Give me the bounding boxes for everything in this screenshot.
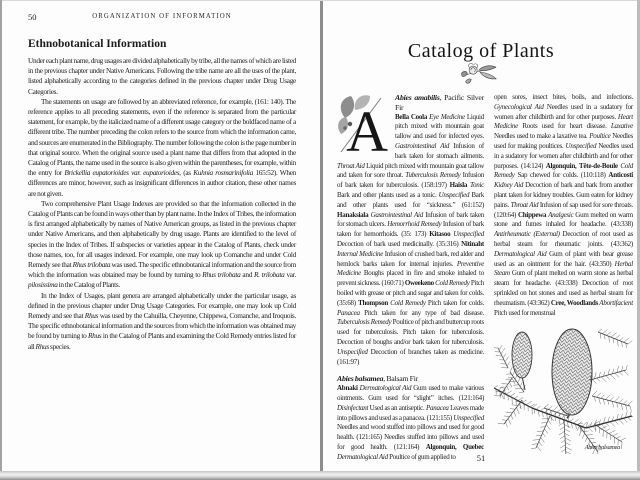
- right-page-number: 51: [476, 453, 486, 463]
- paragraph: Under each plant name, drug usages are divided alphabetically by tribe, all the names of which are listed in the previous chapter under Native Americans. Following the tribe name are all the uses of the plant, listed alphabetically according to the categories defined in the previous chapter under Drug Usage Categories.: [28, 56, 296, 96]
- scan-edge-top: [0, 0, 640, 1]
- entry-heading: Abies amabilis, Pacific Silver Fir: [395, 93, 484, 112]
- scan-edge-bottom: [0, 471, 640, 480]
- paragraph: The statements on usage are followed by an abbreviated reference, for example, (161: 140). The reference applies to all preceding statements, even if the reference is separated from the particular statement, for example, by the italicized name of a different usage category or the boldfaced name of a different tribe. The number preceding the colon refers to the source from which the information came, and sources are enumerated in the Bibliography. The number following the colon is the page number in that original source. When the original source used a plant name that differs from that adopted in the Catalog of Plants, the name used in the source is also given within the parentheses, for example, within the entry for Brickellia eupatorioides var. eupatorioides, (as Kuhnia rosmarinifolia 165:52). When differences are minor, however, such as insignificant differences in author citation, these other names are not given.: [28, 96, 297, 198]
- scan-edge-left: [0, 0, 2, 480]
- left-page-text: [28, 56, 296, 352]
- paragraph: Two comprehensive Plant Usage Indexes are provided so that the information collected in the Catalog of Plants can be found in ways other than by plant name. In the Index of Tribes, the information is first arranged alphabetically by names of Native American groups, as listed in the previous chapter under Native Americans, and then alphabetically by drug usage. Plants are identified to the level of species in the Index of Tribes. If subspecies or varieties appear in the Catalog of Plants, check under those names, too, for all usages indexed. For example, one may look up Comanche and under Cold Remedy see that Rhus trilobata was used. The specific ethnobotanical information and the source from which the information was obtained may be found by turning to Rhus trilobata and R. trilobata var. pilosissima in the Catalog of Plants.: [28, 198, 296, 290]
- fir-branch-with-cones-icon: [494, 322, 633, 454]
- section-heading: Ethnobotanical Information: [28, 38, 167, 50]
- entry-body: Abnaki Dermatological Aid Gum used to make various ointments. Gum used for “slight” itches. (121:164) Disinfectant Used as an antiseptic. Panacea Leaves made into pillows and used as a panacea. (121:155) Unspecified Needles and wood stuffed into pillows and used for good health. (121:165) Needles stuffed into pillows and used for good health. (121:164) Algonquin, Quebec Dermatological Aid Poultice of gum applied to: [337, 384, 484, 461]
- right-page-column-2: [494, 93, 633, 460]
- plant-entry-abies-balsamea: [337, 374, 484, 462]
- left-page-number: 50: [28, 12, 37, 22]
- plant-illustration: [494, 322, 633, 460]
- chapter-title: Catalog of Plants: [407, 40, 555, 62]
- plant-entry-abies-amabilis: [337, 93, 484, 367]
- entry-heading: Abies balsamea, Balsam Fir: [337, 374, 418, 384]
- running-head: ORGANIZATION OF INFORMATION: [92, 13, 232, 20]
- paragraph: In the Index of Usages, plant genera are arranged alphabetically under the particular usage, as defined in the previous chapter under Drug Usage Categories. For example, one may look up Cold Remedy and see that Rhus was used by the Cahuilla, Cheyenne, Chippewa, Comanche, and Iroquois. The specific ethnobotanical information and the sources from which the information was obtained may be found by turning to Rhus in the Catalog of Plants and examining the Cold Remedy entries listed for all Rhus species.: [28, 290, 296, 351]
- entry-body-continued: open sores, insect bites, boils, and infections. Gynecological Aid Needles used in a sudatory for women after childbirth and for other purposes. Heart Medicine Roots used for heart disease. Laxative Needles used to make a laxative tea. Poultice Needles used for making poultices. Unspecified Needles used in a sudatory for women after childbirth and for other purposes. (14:124) Algonquin, Tête-de-Boule Cold Remedy Sap chewed for colds. (110:118) Anticosti Kidney Aid Decoction of bark and bark from another plant taken for kidney troubles. Gum eaten for kidney pains. Throat Aid Infusion of sap used for sore throats. (120:64) Chippewa Analgesic Gum melted on warm stone and fumes inhaled for headache. (43:338) Antirheumatic (External) Decoction of root used as herbal steam for rheumatic joints. (43:362) Dermatological Aid Gum of plant with bear grease used as an ointment for the hair. (43:350) Herbal Steam Gum of plant melted on warm stone as herbal steam for headache. (43:338) Decoction of root sprinkled on hot stones and used as herbal steam for rheumatism. (43:362) Cree, Woodlands Abortifacient Pitch used for menstrual: [494, 93, 634, 317]
- illustration-caption: Abies balsamea: [584, 443, 620, 451]
- decorated-initial-A-icon: [337, 94, 391, 156]
- entry-body: Bella Coola Eye Medicine Liquid pitch mixed with mountain goat tallow and used for infected eyes. Gastrointestinal Aid Infusion of bark taken for stomach ailments. Throat Aid Liquid pitch mixed with mountain goat tallow and taken for sore throat. Tuberculosis Remedy Infusion of bark taken for tuberculosis. (158:197) Haisla Tonic Bark and other plants used as a tonic. Unspecified Bark and other plants used for “sickness.” (61:152) Hanaksiala Gastrointestinal Aid Infusion of bark taken for stomach ulcers. Hemorrhoid Remedy Infusion of bark taken for hemorrhoids. (35: 173) Kitasoo Unspecified Decoction of bark used medicinally. (35:316) Nitinaht Internal Medicine Infusion of crushed bark, red alder and hemlock barks taken for internal injuries. Preventive Medicine Boughs placed in fire and smoke inhaled to prevent sickness. (160:71) Oweekeno Cold Remedy Pitch boiled with grease or pitch and sugar and taken for colds. (35:68) Thompson Cold Remedy Pitch taken for colds. Panacea Pitch taken for any type of bad disease. Tuberculosis Remedy Poultice of pitch and buttercup roots used for tuberculosis. Pitch taken for tuberculosis. Decoction of boughs and/or bark taken for tuberculosis. Unspecified Decoction of branches taken as medicine. (161:97): [337, 112, 485, 366]
- page-gutter: [320, 0, 323, 471]
- rose-sprig-icon: [459, 62, 501, 87]
- svg-text:A: A: [346, 99, 388, 156]
- right-page-column-1: [337, 93, 484, 462]
